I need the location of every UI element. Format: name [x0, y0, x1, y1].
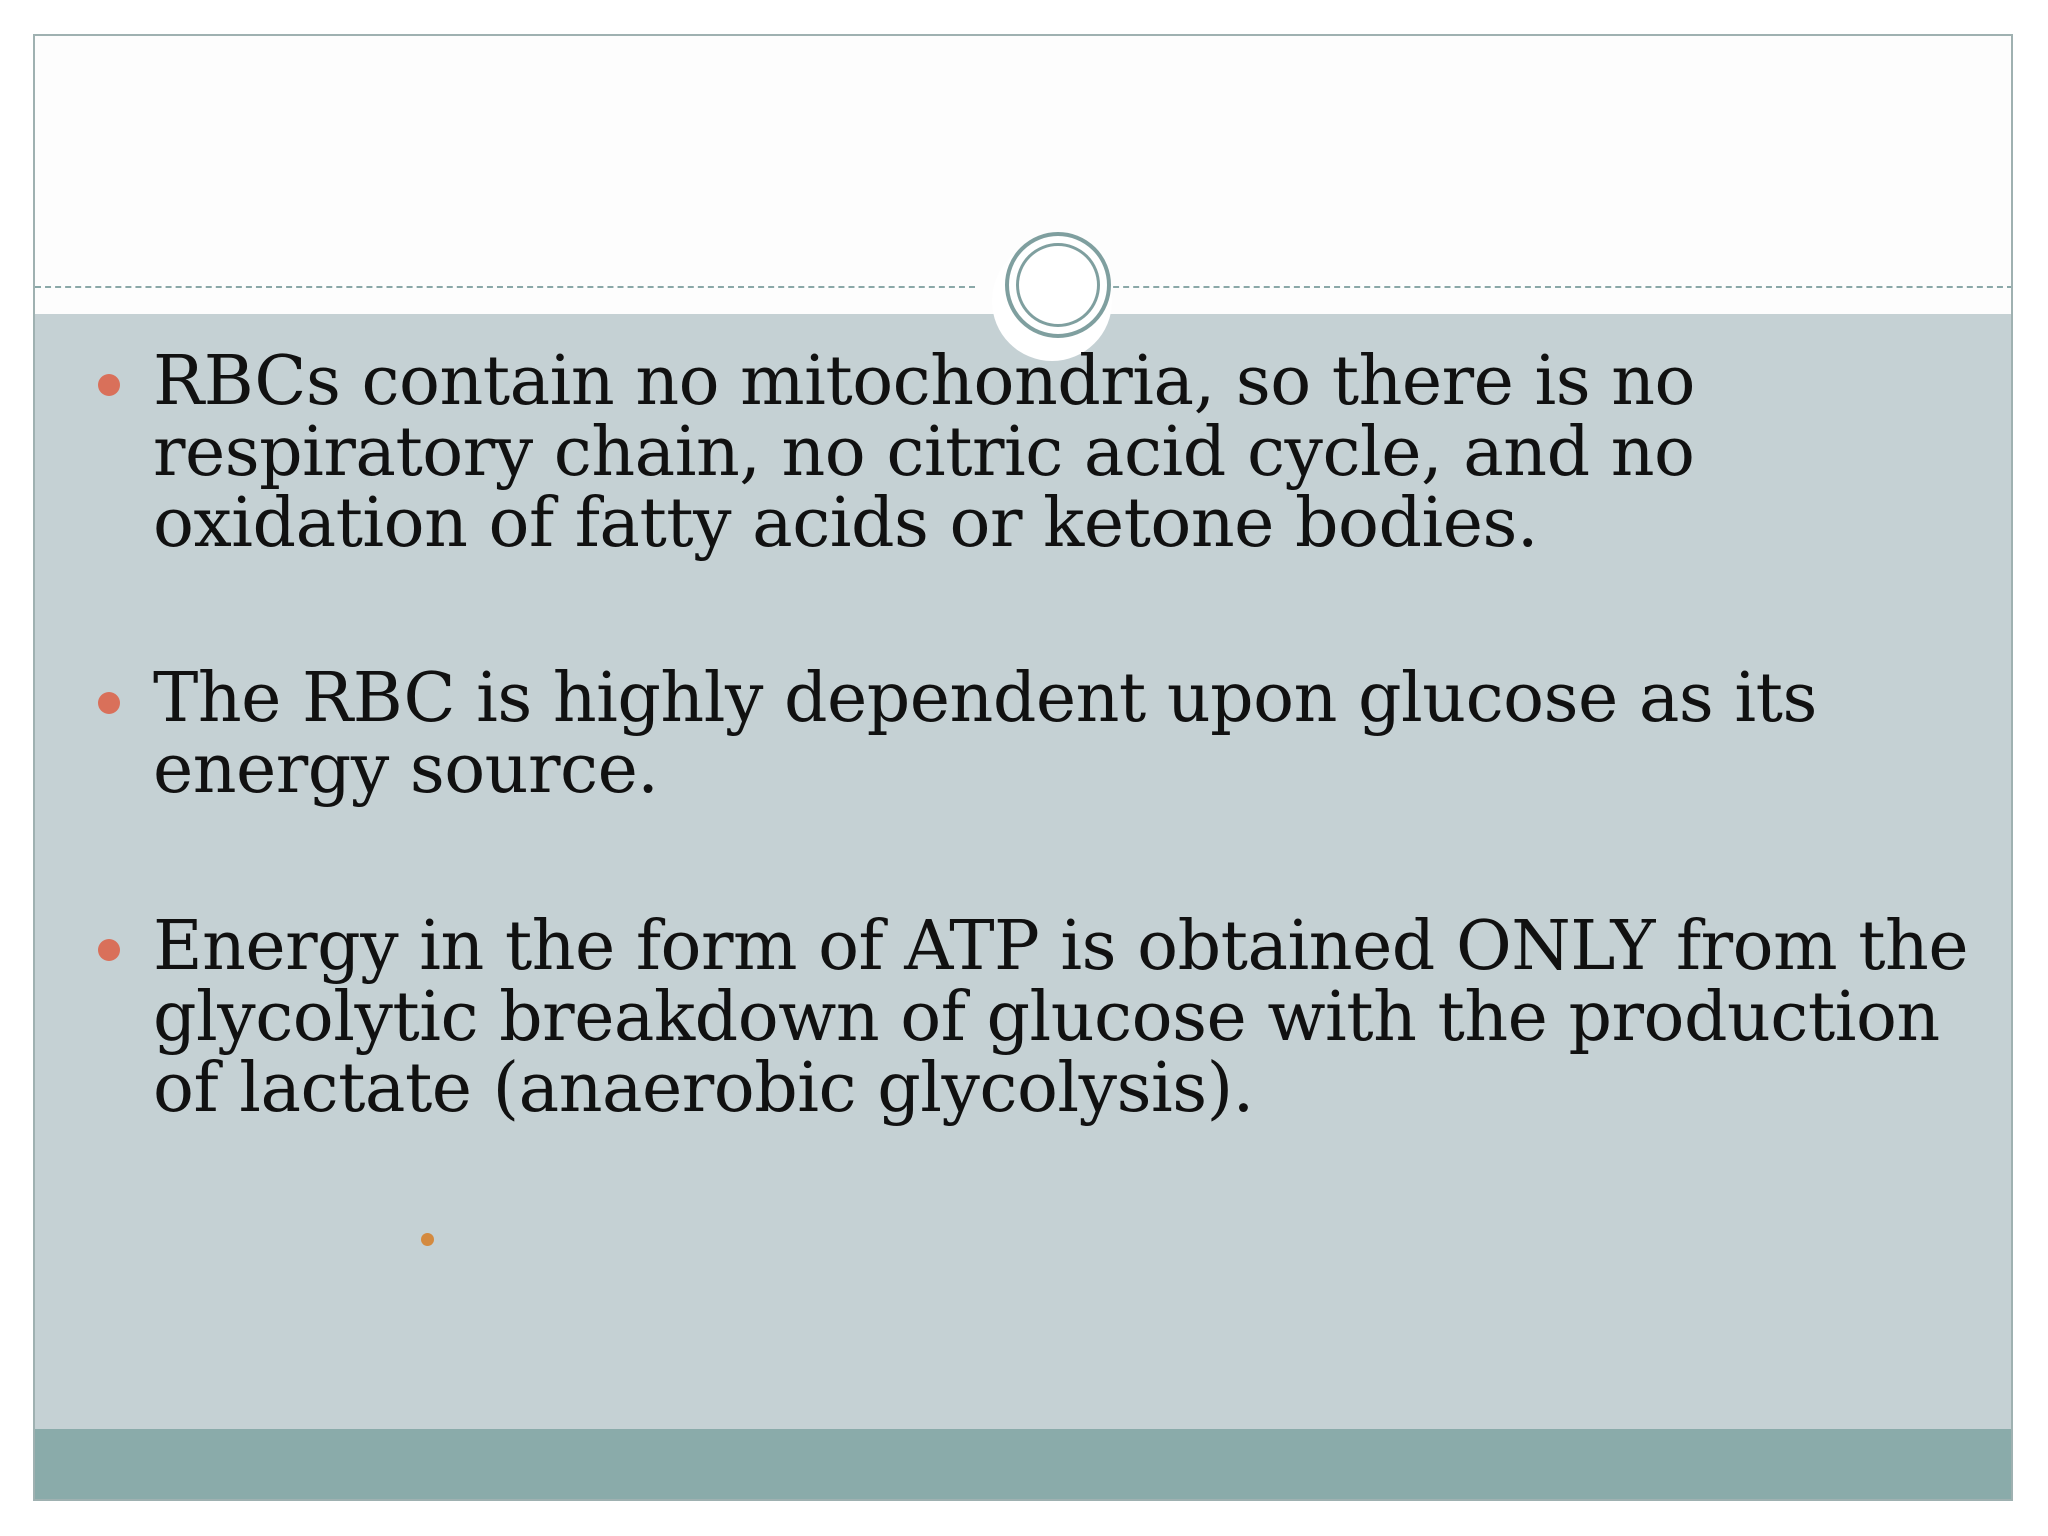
bullet-item-atp-glycolysis: Energy in the form of ATP is obtained ONLY from the glycolytic breakdown of glucose with the production of lactate (anaerobic glycolysis).	[153, 907, 1969, 1128]
bullet-dot-icon	[98, 939, 120, 961]
bullet-item-mitochondria: RBCs contain no mitochondria, so there is no respiratory chain, no citric acid cycle, and no oxidation of fatty acids or ketone bodies.	[153, 342, 1695, 563]
slide-footer-band	[35, 1429, 2011, 1499]
bullet-list	[35, 36, 2011, 1499]
bullet-dot-icon	[98, 692, 120, 714]
slide	[33, 34, 2013, 1501]
bullet-dot-icon	[98, 374, 120, 396]
empty-bullet-dot-icon	[421, 1233, 434, 1246]
bullet-item-glucose-dependence: The RBC is highly dependent upon glucose as its energy source.	[153, 659, 1817, 809]
